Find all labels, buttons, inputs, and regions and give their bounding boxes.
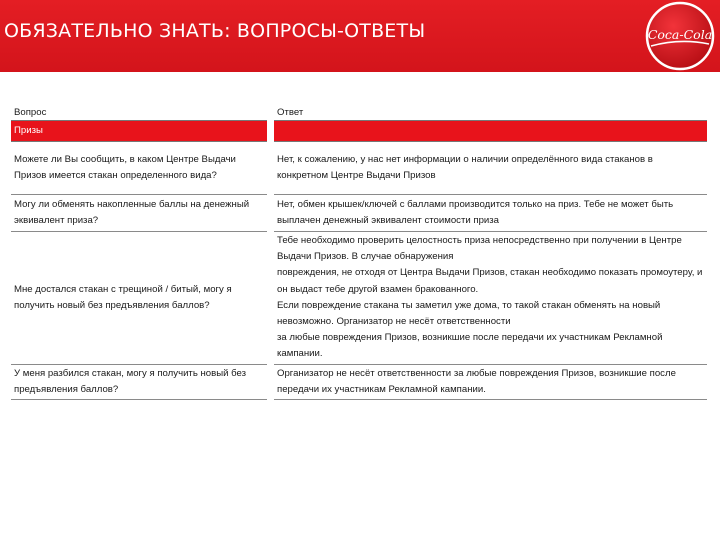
question-cell: У меня разбился стакан, могу я получить новый без предъявления баллов? bbox=[11, 364, 267, 399]
qa-table bbox=[11, 105, 707, 400]
answer-line: за любые повреждения Призов, возникшие после передачи их участникам Рекламной кампании. bbox=[277, 332, 663, 360]
answer-line: повреждения, не отходя от Центра Выдачи Призов, стакан необходимо показать промоутеру, и он выдаст тебе другой взамен бракованного. bbox=[277, 267, 703, 295]
table-row bbox=[11, 364, 707, 399]
answer-cell bbox=[274, 232, 707, 365]
answer-cell: Организатор не несёт ответственности за любые повреждения Призов, возникшие после передачи их участникам Рекламной кампании. bbox=[274, 364, 707, 399]
column-header-answer: Ответ bbox=[274, 105, 707, 121]
table-row bbox=[11, 232, 707, 365]
answer-line: Если повреждение стакана ты заметил уже дома, то такой стакан обменять на новый невозможно. Организатор не несёт ответственности bbox=[277, 299, 661, 328]
svg-text:Coca-Cola: Coca-Cola bbox=[647, 27, 713, 42]
page-title: ОБЯЗАТЕЛЬНО ЗНАТЬ: ВОПРОСЫ-ОТВЕТЫ bbox=[4, 20, 426, 42]
category-answer-cell bbox=[274, 121, 707, 142]
question-cell: Можете ли Вы сообщить, в каком Центре Выдачи Призов имеется стакан определенного вида? bbox=[11, 142, 267, 195]
table-row bbox=[11, 195, 707, 232]
answer-cell: Нет, обмен крышек/ключей с баллами производится только на приз. Тебе не может быть выплачен денежный эквивалент стоимости приза bbox=[274, 195, 707, 232]
coca-cola-logo bbox=[643, 0, 717, 72]
answer-cell: Нет, к сожалению, у нас нет информации о наличии определённого вида стаканов в конкретном Центре Выдачи Призов bbox=[274, 142, 707, 195]
question-cell: Могу ли обменять накопленные баллы на денежный эквивалент приза? bbox=[11, 195, 267, 232]
category-label: Призы bbox=[11, 121, 267, 142]
question-cell: Мне достался стакан с трещиной / битый, могу я получить новый без предъявления баллов? bbox=[11, 232, 267, 365]
category-row bbox=[11, 121, 707, 142]
table-header-row bbox=[11, 105, 707, 121]
answer-line: Тебе необходимо проверить целостность приза непосредственно при получении в Центре Выдачи Призов. В случае обнаружения bbox=[277, 235, 682, 263]
table-row bbox=[11, 142, 707, 195]
header-banner bbox=[0, 0, 720, 72]
column-header-question: Вопрос bbox=[11, 105, 267, 121]
